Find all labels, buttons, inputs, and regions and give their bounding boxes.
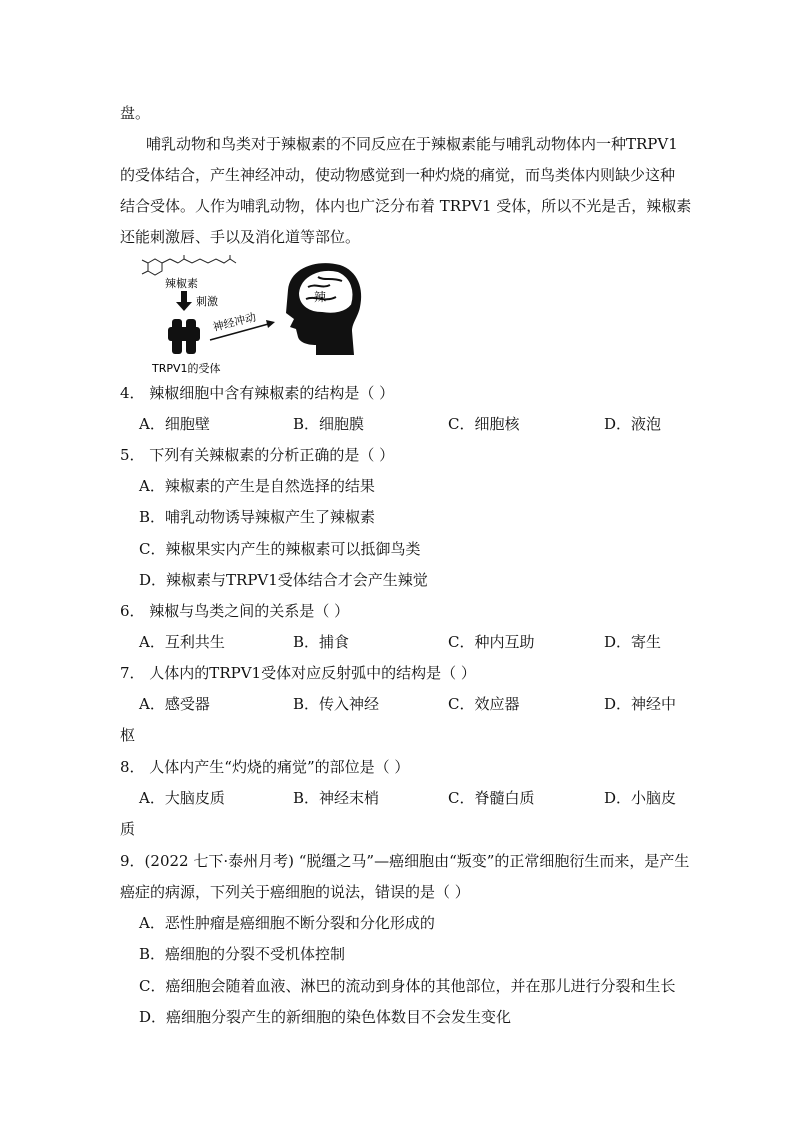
q4-option-d[interactable]: D．液泡 (604, 415, 662, 433)
q6-option-d[interactable]: D．寄生 (604, 633, 662, 651)
question-8-stem: 8． 人体内产生“灼烧的痛觉”的部位是（ ） (120, 758, 410, 776)
q8-option-d-continued: 质 (120, 820, 136, 838)
receptor-label: TRPV1的受体 (152, 362, 221, 375)
q5-option-b[interactable]: B．哺乳动物诱导辣椒产生了辣椒素 (139, 508, 376, 526)
q7-option-d-continued: 枢 (120, 726, 136, 744)
intro-line-4: 还能刺激唇、手以及消化道等部位。 (120, 228, 361, 246)
capsaicin-molecule-icon (142, 255, 236, 275)
q6-option-b[interactable]: B．捕食 (293, 633, 350, 651)
q5-option-c[interactable]: C．辣椒果实内产生的辣椒素可以抵御鸟类 (139, 540, 421, 558)
q6-option-c[interactable]: C．种内互助 (448, 633, 535, 651)
q5-option-d[interactable]: D．辣椒素与TRPV1受体结合才会产生辣觉 (139, 571, 428, 589)
question-4-stem: 4． 辣椒细胞中含有辣椒素的结构是（ ） (120, 384, 395, 402)
q5-option-a[interactable]: A．辣椒素的产生是自然选择的结果 (139, 477, 375, 495)
question-9-stem-line-2: 癌症的病源，下列关于癌细胞的说法，错误的是（ ） (120, 883, 470, 901)
q9-option-b[interactable]: B．癌细胞的分裂不受机体控制 (139, 945, 346, 963)
q7-option-a[interactable]: A．感受器 (139, 695, 210, 713)
q9-option-d[interactable]: D．癌细胞分裂产生的新细胞的染色体数目不会发生变化 (139, 1008, 512, 1026)
intro-line-0: 盘。 (120, 104, 151, 122)
q4-option-b[interactable]: B．细胞膜 (293, 415, 365, 433)
question-5-stem: 5． 下列有关辣椒素的分析正确的是（ ） (120, 446, 395, 464)
intro-line-3: 结合受体。人作为哺乳动物，体内也广泛分布着 TRPV1 受体，所以不光是舌，辣椒素 (120, 197, 692, 215)
impulse-label: 神经冲动 (211, 310, 258, 334)
q8-option-a[interactable]: A．大脑皮质 (139, 789, 225, 807)
human-head-icon (286, 263, 361, 355)
brain-label: 辣 (314, 290, 327, 304)
intro-line-2: 的受体结合，产生神经冲动，使动物感觉到一种灼烧的痛觉，而鸟类体内则缺少这种 (120, 166, 676, 184)
question-6-stem: 6． 辣椒与鸟类之间的关系是（ ） (120, 602, 350, 620)
q4-option-c[interactable]: C．细胞核 (448, 415, 520, 433)
down-arrow-icon (176, 291, 192, 311)
q7-option-b[interactable]: B．传入神经 (293, 695, 380, 713)
stimulate-label: 刺激 (196, 295, 218, 308)
q8-option-b[interactable]: B．神经末梢 (293, 789, 380, 807)
q4-option-a[interactable]: A．细胞壁 (139, 415, 210, 433)
q8-option-d[interactable]: D．小脑皮 (604, 789, 677, 807)
q9-option-c[interactable]: C．癌细胞会随着血液、淋巴的流动到身体的其他部位，并在那儿进行分裂和生长 (139, 977, 676, 995)
intro-line-1: 哺乳动物和鸟类对于辣椒素的不同反应在于辣椒素能与哺乳动物体内一种TRPV1 (146, 135, 678, 153)
question-9-stem-line-1: 9．(2022 七下·泰州月考) “脱缰之马”—癌细胞由“叛变”的正常细胞衍生而来，是产生 (120, 852, 690, 870)
capsaicin-figure (138, 255, 368, 377)
q6-option-a[interactable]: A．互利共生 (139, 633, 225, 651)
q9-option-a[interactable]: A．恶性肿瘤是癌细胞不断分裂和分化形成的 (139, 914, 435, 932)
q7-option-d[interactable]: D．神经中 (604, 695, 677, 713)
receptor-icon (168, 319, 200, 354)
capsaicin-label: 辣椒素 (165, 277, 198, 290)
question-7-stem: 7． 人体内的TRPV1受体对应反射弧中的结构是（ ） (120, 664, 476, 682)
q8-option-c[interactable]: C．脊髓白质 (448, 789, 535, 807)
q7-option-c[interactable]: C．效应器 (448, 695, 520, 713)
